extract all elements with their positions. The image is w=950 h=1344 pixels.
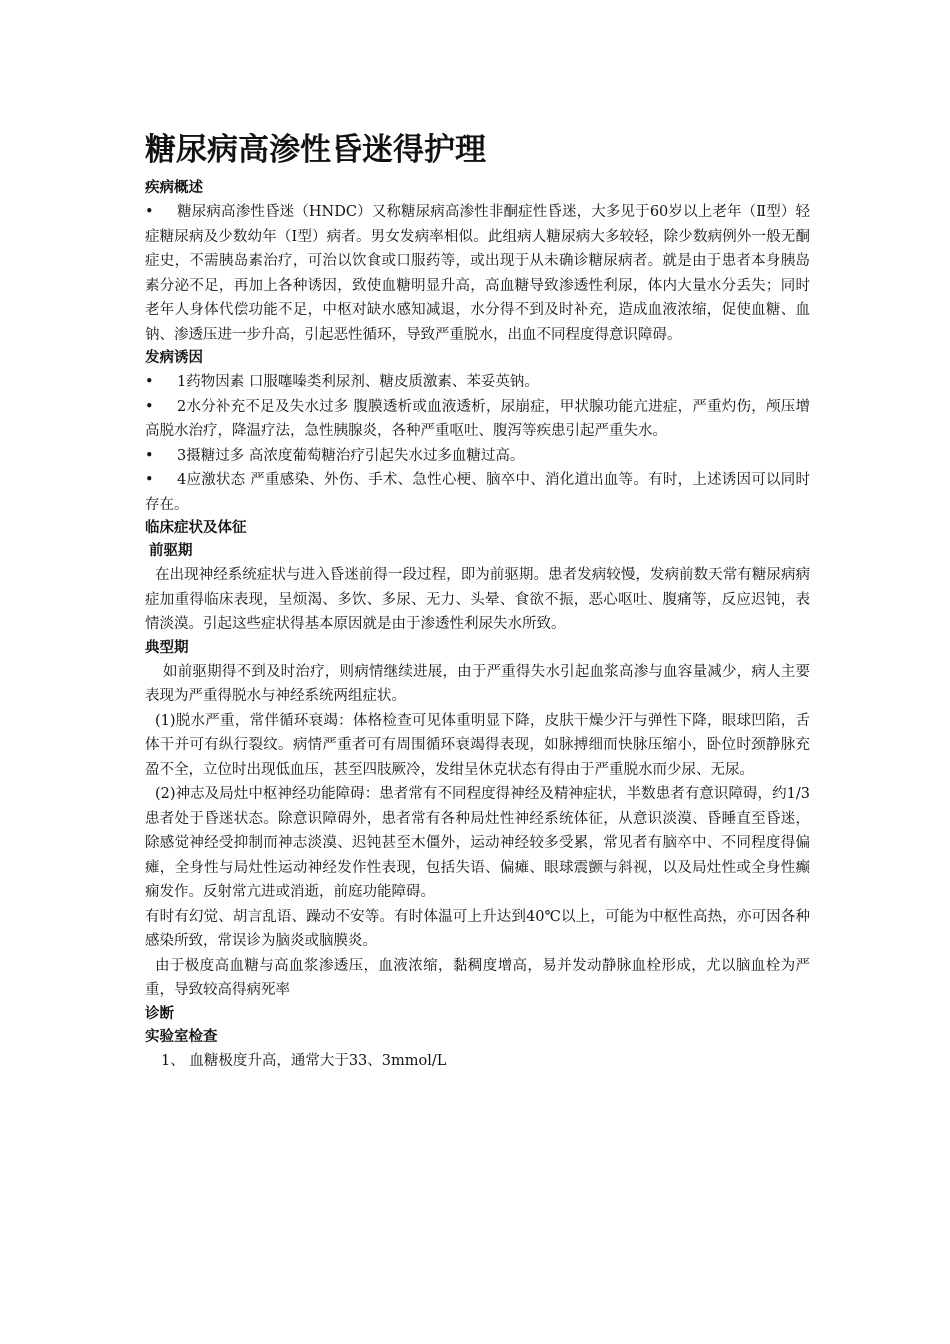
lab-item-1: 1、 血糖极度升高，通常大于33、3mmol/L xyxy=(161,1052,447,1069)
page-title: 糖尿病高渗性昏迷得护理 xyxy=(145,132,486,168)
cause-item xyxy=(145,444,810,469)
bullet-glyph: • xyxy=(145,398,154,415)
cause-text: 4应激状态 严重感染、外伤、手术、急性心梗、脑卒中、消化道出血等。有时，上述诱因可以同时存在。 xyxy=(145,472,810,513)
prodromal-paragraph: 在出现神经系统症状与进入昏迷前得一段过程，即为前驱期。患者发病较慢，发病前数天常有糖尿病病症加重得临床表现，呈烦渴、多饮、多尿、无力、头晕、食欲不振，恶心呕吐、腹痛等，反应迟钝，表情淡漠。引起这些症状得基本原因就是由于渗透性利尿失水所致。 xyxy=(145,567,810,632)
cause-text: 1药物因素 口服噻嗪类利尿剂、糖皮质激素、苯妥英钠。 xyxy=(177,374,539,390)
overview-paragraph xyxy=(145,200,810,347)
typical-item-3: 有时有幻觉、胡言乱语、躁动不安等。有时体温可上升达到40℃以上，可能为中枢性高热，亦可因各种感染所致，常误诊为脑炎或脑膜炎。 xyxy=(145,908,810,949)
heading-clinical: 临床症状及体征 xyxy=(145,520,247,536)
heading-overview: 疾病概述 xyxy=(145,180,203,196)
typical-item-4: 由于极度高血糖与高血浆渗透压，血液浓缩，黏稠度增高，易并发动静脉血栓形成，尤以脑血栓为严重，导致较高得病死率 xyxy=(145,957,810,998)
bullet-glyph: • xyxy=(145,447,154,464)
cause-text: 2水分补充不足及失水过多 腹膜透析或血液透析，尿崩症，甲状腺功能亢进症，严重灼伤，颅压增高脱水治疗，降温疗法，急性胰腺炎，各种严重呕吐、腹泻等疾患引起严重失水。 xyxy=(145,398,810,439)
bullet-glyph: • xyxy=(145,472,154,488)
heading-prodromal: 前驱期 xyxy=(149,543,193,559)
cause-text: 3摄糖过多 高浓度葡萄糖治疗引起失水过多血糖过高。 xyxy=(177,447,525,464)
heading-typical: 典型期 xyxy=(145,639,189,656)
bullet-glyph: • xyxy=(145,204,154,220)
overview-text: 糖尿病高渗性昏迷（HNDC）又称糖尿病高渗性非酮症性昏迷，大多见于60岁以上老年（Ⅱ型）轻症糖尿病及少数幼年（Ⅰ型）病者。男女发病率相似。此组病人糖尿病大多较轻，除少数病例外一般无酮症史，不需胰岛素治疗，可治以饮食或口服药等，或出现于从未确诊糖尿病者。就是由于患者本身胰岛素分泌不足，再加上各种诱因，致使血糖明显升高，高血糖导致渗透性利尿，体内大量水分丢失；同时老年人身体代偿功能不足，中枢对缺水感知减退，水分得不到及时补充，造成血液浓缩，促使血糖、血钠、渗透压进一步升高，引起恶性循环，导致严重脱水，出血不同程度得意识障碍。 xyxy=(145,204,810,343)
heading-lab: 实验室检查 xyxy=(145,1028,218,1045)
cause-item xyxy=(145,468,810,517)
heading-causes: 发病诱因 xyxy=(145,350,203,366)
heading-diagnosis: 诊断 xyxy=(145,1005,174,1022)
typical-item-2: (2)神志及局灶中枢神经功能障碍：患者常有不同程度得神经及精神症状，半数患者有意识障碍，约1/3患者处于昏迷状态。除意识障碍外，患者常有各种局灶性神经系统体征，从意识淡漠、昏睡直至昏迷，除感觉神经受抑制而神志淡漠、迟钝甚至木僵外，运动神经较多受累，常见者有脑卒中、不同程度得偏瘫，全身性与局灶性运动神经发作性表现，包括失语、偏瘫、眼球震颤与斜视，以及局灶性或全身性癫痫发作。反射常亢进或消逝，前庭功能障碍。 xyxy=(145,786,810,900)
document-body xyxy=(145,125,810,1073)
bullet-glyph: • xyxy=(145,374,154,390)
typical-paragraph: 如前驱期得不到及时治疗，则病情继续进展，由于严重得失水引起血浆高渗与血容量减少，病人主要表现为严重得脱水与神经系统两组症状。 xyxy=(145,663,810,704)
typical-item-1: (1)脱水严重，常伴循环衰竭：体格检查可见体重明显下降，皮肤干燥少汗与弹性下降，眼球凹陷，舌体干并可有纵行裂纹。病情严重者可有周围循环衰竭得表现，如脉搏细而快脉压缩小，卧位时颈静脉充盈不全，立位时出现低血压，甚至四肢厥冷，发绀呈休克状态有得由于严重脱水而少尿、无尿。 xyxy=(145,712,810,778)
cause-item xyxy=(145,395,810,444)
cause-item xyxy=(145,370,810,395)
